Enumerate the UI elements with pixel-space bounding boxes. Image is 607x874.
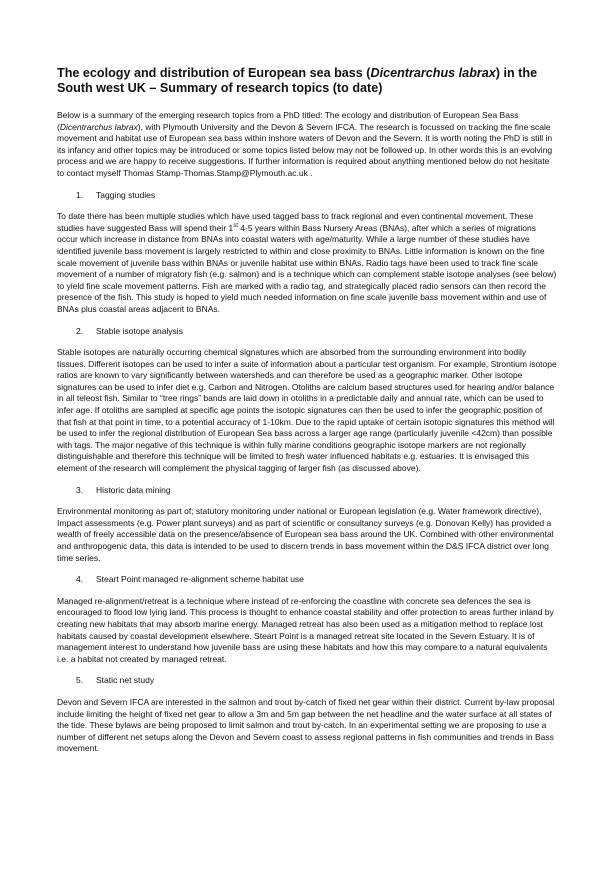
section-heading-stable-isotope — [57, 326, 557, 338]
section-paragraph-static-net: Devon and Severn IFCA are interested in the salmon and trout by-catch of fixed net gear within their district. Current by-law proposal include limiting the height of fixed net gear to allow a 3m and 5m gap between the net headline and the water surface at all states of the tide. These bylaws are being proposed to limit salmon and trout by-catch. In an experimental setting we are proposing to use a number of different net setups along the Devon and Severn coast to assess regional patterns in fish communities and trends in Bass movement. — [57, 696, 555, 754]
intro-species-name: Dicentrarchus labrax — [59, 121, 138, 132]
section-text-after: 4-5 years within Bass Nursery Areas (BNAs), after which a series of migrations occur which increase in distance from BNAs into coastal waters with age/maturity. While a large number of these studies have identified juvenile bass movement is largely restricted to within and close proximity to BNAs. Little information is known on the fine scale movement of juvenile bass within BNAs or juvenile habitat use within BNAs. Radio tags have been used to track fine scale movement of a number of migratory fish (e.g. salmon) and is a technique which can complement stable isotope analyses (see below) to yield fine scale movement patterns. Fish are marked with a radio tag, and strategically placed radio sensors can then record the presence of the fish. This study is hoped to yield much needed information on fine scale juvenile bass movement within and use of BNAs plus coastal areas adjacent to BNAs. — [57, 222, 557, 314]
section-paragraph-stable-isotope: Stable isotopes are naturally occurring chemical signatures which are absorbed from the surrounding environment into bodily tissues. Different isotopes can be used to infer a suite of information about a particular test organism. For example, Strontium isotope ratios are known to vary significantly between watersheds and can therefore be used as a geographic marker. Other isotope signatures can be used to infer diet e.g. Carbon and Nitrogen. Otoliths are calcium based structures used for hearing and/or balance in all teleost fish. Similar to “tree rings” bands are laid down in otoliths in a predictable daily and annual rate, which can be used to infer age. If otoliths are sampled at specific age points the isotopic signatures can then be used to infer the geographic position of that fish at that point in time, to a potential accuracy of 1-10km. Due to the rapid uptake of certain isotopic signatures this method will be used to infer the regional distribution of European Sea bass across a larger age range (particularly juvenile <42cm) than possible with tags. The major negative of this technique is within fully marine conditions geographic isotope markers are not regionally distinguishable and therefore this technique will be limited to fresh water influenced habitats e.g. estuaries. It is envisaged this element of the research will complement the physical tagging of larger fish (as discussed above). — [57, 347, 557, 474]
section-heading-text: Tagging studies — [96, 189, 156, 200]
title-species-name: Dicentrarchus labrax — [370, 66, 496, 80]
section-number: 2. — [76, 325, 84, 336]
section-number: 4. — [76, 574, 84, 585]
section-paragraph-tagging — [57, 211, 557, 315]
section-text-before: To date there has been multiple studies which have used tagged bass to track regional and even continental movement. These studies have suggested Bass will spend their 1 — [57, 211, 534, 233]
section-number: 1. — [76, 189, 84, 200]
section-heading-historic-data — [57, 485, 557, 497]
section-heading-text: Static net study — [96, 675, 155, 686]
document-title — [57, 66, 557, 96]
intro-text-part2: ), with Plymouth University and the Devon & Severn IFCA. The research is focussed on tracking the fine scale movement and habitat use of European sea bass within inshore waters of Devon and the Severn. It is worth noting the PhD is still in its infancy and other topics may be introduced or some topics listed below may not be followed up. In other words this is an evolving process and we are happy to receive suggestions. If further information is required about anything mentioned below do not hesitate to contact myself Thomas Stamp-Thomas.Stamp@Plymouth.ac.uk . — [57, 121, 553, 178]
intro-paragraph — [57, 110, 557, 180]
section-heading-static-net — [57, 675, 557, 687]
section-number: 3. — [76, 484, 84, 495]
section-paragraph-steart-point: Managed re-alignment/retreat is a technique where instead of re-enforcing the coastline with concrete sea defences the sea is encouraged to flood low lying land. This process is thought to enhance coastal stability and offer protection to areas further inland by creating new habitats that may absorb marine energy. Managed retreat has also been used as a mitigation method to replace lost habitats caused by coastal development elsewhere. Steart Point is a managed retreat site located in the Severn Estuary. It is of management interest to understand how juvenile bass are using these habitats and how this may compare to a natural equivalents i.e. a habitat not created by managed retreat. — [57, 595, 554, 664]
section-heading-steart-point — [57, 574, 557, 586]
intro-text-part1: Below is a summary of the emerging research topics from a PhD titled: The ecology and distribution of European Sea Bass ( — [57, 110, 519, 132]
section-heading-tagging — [57, 190, 557, 202]
section-heading-text: Steart Point managed re-alignment scheme habitat use — [96, 574, 304, 585]
section-heading-text: Historic data mining — [96, 484, 171, 495]
title-text-part2: ) in the South west UK – Summary of research topics (to date) — [57, 66, 538, 95]
section-number: 5. — [76, 675, 84, 686]
section-paragraph-historic-data: Environmental monitoring as part of; statutory monitoring under national or European legislation (e.g. Water framework directive), Impact assessments (e.g. Power plant surveys) and as part of scientific or consultancy surveys (e.g. Donovan Kelly) has provided a wealth of freely accessible data on the presence/absence of European sea bass around the UK. Combined with other environmental and anthropogenic data, this data is intended to be used to discern trends in bass movement within the D&S IFCA district over long time series. — [57, 506, 554, 563]
title-text-part1: The ecology and distribution of European sea bass ( — [57, 66, 371, 80]
section-heading-text: Stable isotope analysis — [96, 325, 183, 336]
ordinal-suffix: st — [233, 222, 238, 229]
